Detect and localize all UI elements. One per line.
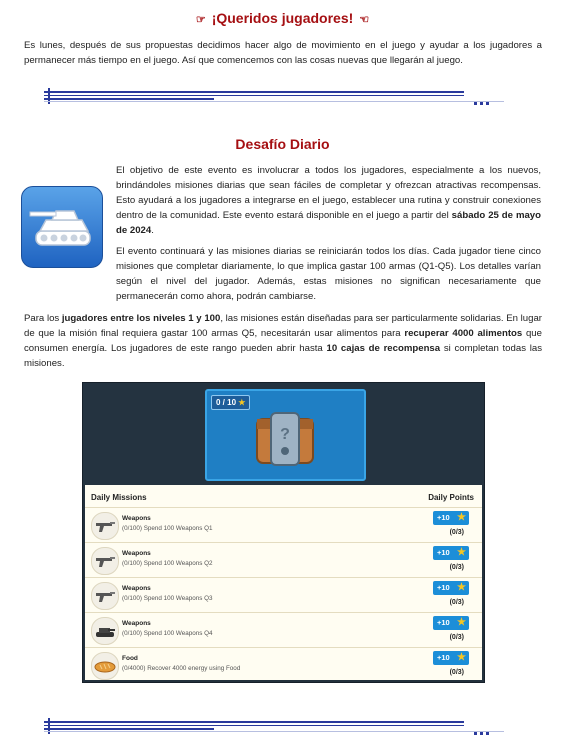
star-icon: ★ — [457, 512, 466, 523]
col-daily-points: Daily Points — [428, 493, 474, 502]
mission-desc: (0/100) Spend 100 Weapons Q2 — [122, 560, 213, 567]
chest-count-text: 0 / 10 — [216, 398, 237, 407]
points-badge — [433, 616, 469, 630]
description-paragraph — [116, 163, 541, 238]
mission-row[interactable] — [85, 612, 482, 647]
description-end: . — [151, 225, 154, 236]
mission-row[interactable] — [85, 507, 482, 542]
text-segment: Para los — [24, 313, 62, 324]
star-icon: ★ — [457, 547, 466, 558]
heading-greeting — [0, 10, 565, 26]
text-segment: si completan todas las misiones. — [24, 343, 542, 369]
star-icon: ★ — [457, 582, 466, 593]
text-segment: que consumen energía. Los jugadores de este rango pueden abrir hasta — [24, 328, 542, 354]
mission-desc: (0/100) Spend 100 Weapons Q3 — [122, 595, 213, 602]
revolver-icon — [91, 547, 119, 575]
mission-desc: (0/100) Spend 100 Weapons Q1 — [122, 525, 213, 532]
reward-boxes: 10 cajas de recompensa — [326, 343, 441, 354]
mission-name: Weapons — [122, 585, 151, 592]
levels-paragraph — [24, 311, 542, 371]
reward-chest[interactable] — [205, 389, 366, 481]
bread-icon — [91, 652, 119, 680]
heading-greeting-text: ¡Queridos jugadores! — [211, 10, 354, 26]
mission-name: Weapons — [122, 515, 151, 522]
col-daily-missions: Daily Missions — [91, 493, 147, 502]
mission-row[interactable] — [85, 647, 482, 682]
description-text: El objetivo de este evento es involucrar a todos los jugadores, especialmente a los nuevos, brindándoles misiones diarias que sean fáciles de completar y ofrezcan atractivas recompensas. Esto ayudará a los jugadores a integrarse en el juego, establecer una rutina y construir conexiones dentro de la comunidad. Este evento estará disponible en el juego a partir del — [116, 165, 541, 221]
mission-name: Food — [122, 655, 138, 662]
tank-icon — [91, 617, 119, 645]
mystery-chest-icon — [251, 405, 319, 469]
revolver-icon — [91, 582, 119, 610]
revolver-icon — [91, 512, 119, 540]
pointing-hand-left-icon: ☞ — [195, 14, 206, 26]
mission-name: Weapons — [122, 620, 151, 627]
divider — [44, 718, 504, 734]
chest-counter — [211, 395, 250, 410]
mission-name: Weapons — [122, 550, 151, 557]
mission-progress: (0/3) — [449, 529, 464, 536]
star-icon: ★ — [457, 652, 466, 663]
svg-text:?: ? — [280, 426, 290, 443]
mission-progress: (0/3) — [449, 564, 464, 571]
mission-desc: (0/4000) Recover 4000 energy using Food — [122, 665, 241, 672]
points-value: +10 — [437, 583, 450, 592]
points-value: +10 — [437, 653, 450, 662]
points-badge — [433, 511, 469, 525]
start-date: sábado 25 de mayo de 2024 — [116, 210, 542, 236]
star-icon: ★ — [238, 398, 246, 407]
mission-progress: (0/3) — [449, 634, 464, 641]
points-value: +10 — [437, 513, 450, 522]
divider — [44, 88, 504, 104]
mission-desc: (0/100) Spend 100 Weapons Q4 — [122, 630, 213, 637]
points-badge — [433, 651, 469, 665]
points-value: +10 — [437, 548, 450, 557]
points-badge — [433, 581, 469, 595]
section-title: Desafío Diario — [235, 136, 330, 152]
points-value: +10 — [437, 618, 450, 627]
points-badge — [433, 546, 469, 560]
tank-icon — [21, 186, 103, 268]
mission-row[interactable] — [85, 542, 482, 577]
continuation-paragraph: El evento continuará y las misiones diarias se reiniciarán todos los días. Cada jugador tiene cinco misiones que completar diariamente, lo que implica gastar 100 armas (Q1-Q5). Los detalles varían según el nivel del jugador. Además, estas misiones no significan necesariamente que permanecerán como ahora, podrán cambiarse. — [116, 246, 541, 302]
pointing-hand-right-icon: ☜ — [359, 14, 370, 26]
reward-area — [83, 383, 484, 485]
missions-panel — [85, 485, 482, 680]
missions-header — [85, 485, 482, 507]
mission-progress: (0/3) — [449, 599, 464, 606]
level-range: jugadores entre los niveles 1 y 100 — [61, 313, 221, 324]
daily-missions-screenshot — [82, 382, 485, 683]
mission-progress: (0/3) — [449, 669, 464, 676]
intro-paragraph: Es lunes, después de sus propuestas decidimos hacer algo de movimiento en el juego y ayudar a los jugadores a permanecer más tiempo en el juego. Así que comencemos con las cosas nuevas que llegarán al juego. — [24, 40, 542, 66]
food-goal: recuperar 4000 alimentos — [404, 328, 523, 339]
text-segment: , las misiones están diseñadas para ser particularmente solidarias. En lugar de que la misión final requiera gastar 100 armas Q5, necesitarán usar alimentos para — [24, 313, 542, 339]
mission-row[interactable] — [85, 577, 482, 612]
star-icon: ★ — [457, 617, 466, 628]
